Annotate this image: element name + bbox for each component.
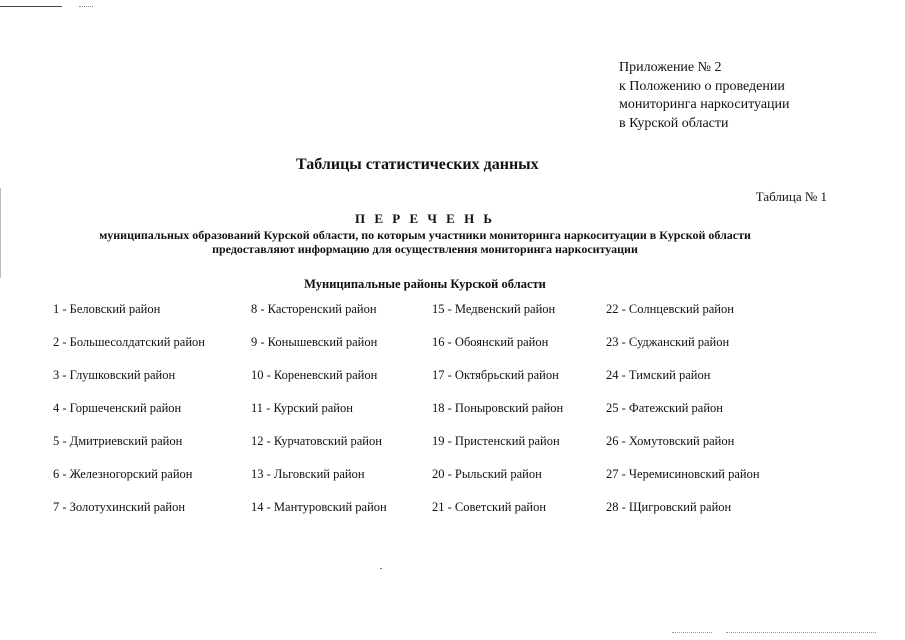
bottom-scan-mark [672, 632, 712, 633]
bottom-scan-mark [726, 632, 876, 633]
district-item: 22 - Солнцевский район [606, 302, 734, 316]
district-item: 23 - Суджанский район [606, 335, 730, 349]
top-scan-mark [79, 6, 93, 7]
district-item: 28 - Щигровский район [606, 500, 732, 514]
district-item: 20 - Рыльский район [432, 467, 542, 481]
district-item: 1 - Беловский район [53, 302, 161, 316]
district-item: 13 - Льговский район [251, 467, 365, 481]
section-title: Муниципальные районы Курской области [304, 277, 546, 291]
top-rule [0, 6, 62, 7]
district-item: 10 - Кореневский район [251, 368, 378, 382]
appendix-line: к Положению о проведении [619, 78, 785, 94]
district-item: 18 - Поныровский район [432, 401, 564, 415]
district-item: 8 - Касторенский район [251, 302, 377, 316]
district-item: 12 - Курчатовский район [251, 434, 382, 448]
district-item: 26 - Хомутовский район [606, 434, 735, 448]
district-item: 17 - Октябрьский район [432, 368, 559, 382]
district-item: 2 - Большесолдатский район [53, 335, 205, 349]
appendix-note [619, 59, 790, 133]
district-item: 16 - Обоянский район [432, 335, 549, 349]
appendix-line: в Курской области [619, 115, 729, 131]
district-item: 6 - Железногорский район [53, 467, 193, 481]
appendix-line: мониторинга наркоситуации [619, 97, 790, 112]
district-item: 4 - Горшеченский район [53, 401, 182, 415]
district-item: 24 - Тимский район [606, 368, 711, 382]
district-item: 27 - Черемисиновский район [606, 467, 760, 481]
district-item: 5 - Дмитриевский район [53, 434, 183, 448]
district-item: 14 - Мантуровский район [251, 500, 387, 514]
district-item: 9 - Конышевский район [251, 335, 378, 349]
district-item: 25 - Фатежский район [606, 401, 723, 415]
district-item: 19 - Пристенский район [432, 434, 560, 448]
list-subheading-line-2: предоставляют информацию для осуществления мониторинга наркоситуации [212, 242, 638, 256]
table-number: Таблица № 1 [755, 189, 827, 204]
district-item: 11 - Курский район [251, 401, 353, 415]
district-item: 15 - Медвенский район [432, 302, 556, 316]
district-item: 21 - Советский район [432, 500, 547, 514]
list-subheading-line-1: муниципальных образований Курской области, по которым участники мониторинга наркоситуации в Курской области [99, 228, 751, 242]
district-item: 3 - Глушковский район [53, 368, 176, 382]
scan-dot [380, 568, 382, 569]
district-item: 7 - Золотухинский район [53, 500, 186, 514]
list-heading: П Е Р Е Ч Е Н Ь [354, 211, 496, 226]
page-title: Таблицы статистических данных [296, 156, 539, 173]
appendix-line: Приложение № 2 [619, 60, 722, 75]
